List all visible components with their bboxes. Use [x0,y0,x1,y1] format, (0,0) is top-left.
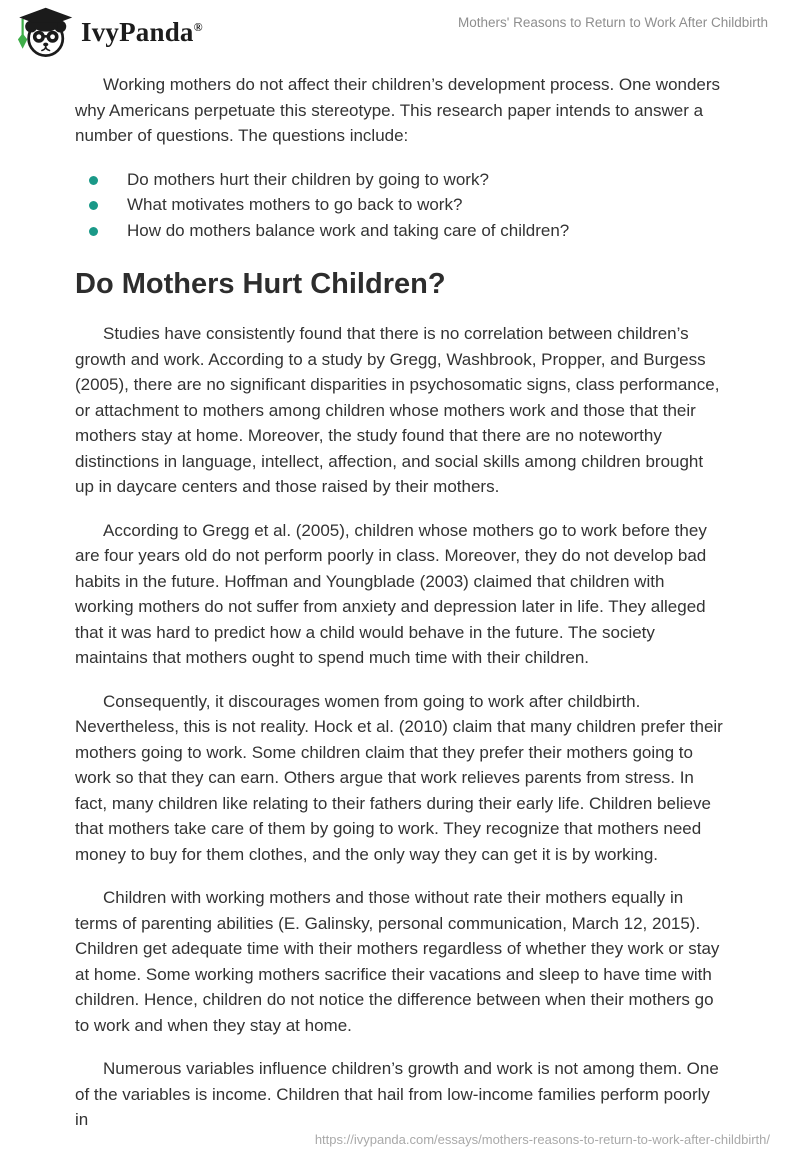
paragraph: Numerous variables influence children’s growth and work is not among them. One of the variables is income. Children that hail from low-income families perform poorly in [75,1059,719,1129]
paragraph: Children with working mothers and those without rate their mothers equally in terms of parenting abilities (E. Galinsky, personal communication, March 12, 2015). Children get adequate time with their mothers regardless of whether they work or stay at home. Some working mothers sacrifice their vacations and sleep to have time with children. Hence, children do not notice the difference between when their mothers go to work and when they stay at home. [75,888,720,1035]
questions-list [75,167,726,244]
brand-text: IvyPanda [81,17,194,47]
list-item: What motivates mothers to go back to work? [75,192,726,218]
intro-paragraph: Working mothers do not affect their children’s development process. One wonders why Americans perpetuate this stereotype. This research paper intends to answer a number of questions. The questions include: [75,75,721,145]
essay-content [0,62,800,1133]
page-header [0,0,800,62]
list-item: Do mothers hurt their children by going to work? [75,167,726,193]
paragraph: According to Gregg et al. (2005), children whose mothers go to work before they are four years old do not perform poorly in class. Moreover, they do not develop bad habits in the future. Hoffman and Youngblade (2003) claimed that children with working mothers do not suffer from anxiety and depression later in life. They alleged that it was hard to predict how a child would behave in the future. The society maintains that mothers ought to spend much time with their children. [75,520,707,667]
paragraph: Consequently, it discourages women from going to work after childbirth. Nevertheless, this is not reality. Hock et al. (2010) claim that many children prefer their mothers going to work. Some children claim that they prefer their mothers going to work so that they can earn. Others argue that work relieves parents from stress. In fact, many children like relating to their fathers during their early life. Children believe that mothers take care of them by going to work. They recognize that mothers need money to buy for them clothes, and the only way they can get it is by working. [75,691,723,864]
source-url: https://ivypanda.com/essays/mothers-reasons-to-return-to-work-after-childbirth/ [314,1132,770,1147]
list-item: How do mothers balance work and taking care of children? [75,218,726,244]
document-title: Mothers' Reasons to Return to Work After Childbirth [458,15,768,30]
ivypanda-logo [13,6,203,59]
section-heading: Do Mothers Hurt Children? [75,268,446,300]
paragraph: Studies have consistently found that there is no correlation between children’s growth and work. According to a study by Gregg, Washbrook, Propper, and Burgess (2005), there are no significant disparities in psychosomatic signs, class performance, or attachment to mothers among children whose mothers work and those that their mothers stay at home. Moreover, the study found that there are no noteworthy distinctions in language, intellect, affection, and social skills among children brought up in daycare centers and those raised by their mothers. [75,324,720,496]
registered-mark: ® [193,20,203,34]
brand-name [81,17,203,48]
page-footer [315,1132,770,1147]
panda-graduate-icon [13,6,75,59]
